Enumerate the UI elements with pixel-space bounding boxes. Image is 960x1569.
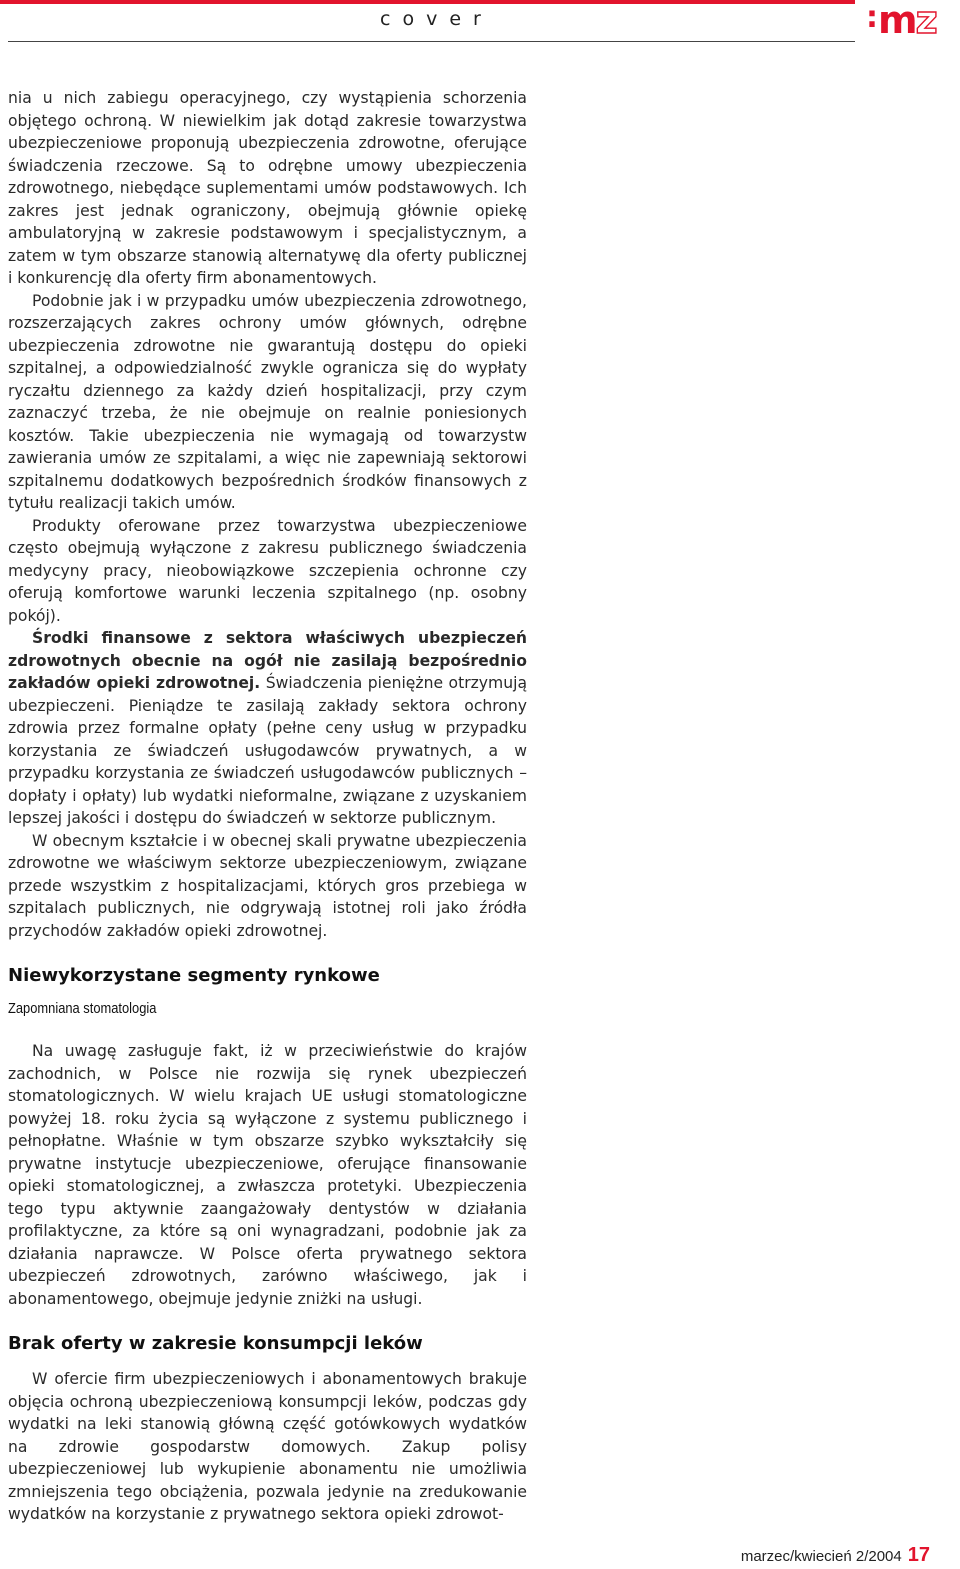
paragraph-7: W ofercie firm ubezpieczeniowych i abonamentowych brakuje objęcia ochroną ubezpieczeniową konsumpcji leków, podczas gdy wydatki na leki stanowią główną część gotówkowych wydatków na zdrowie gospodarstw domowych. Zakup polisy ubezpieczeniowej lub wykupienie abonamentu nie umożliwia zmniejszenia tego obciążenia, pozwala jedynie na zredukowanie wydatków na korzystanie z prywatnego sektora opieki zdrowot- [8,1370,527,1523]
section-label: cover [380,8,493,30]
issue-label: marzec/kwiecień 2/2004 [740,1548,902,1565]
paragraph-4 [8,627,527,830]
page-footer [741,1544,930,1567]
section-heading-segments: Niewykorzystane segmenty rynkowe [8,965,380,986]
section-heading-drugs: Brak oferty w zakresie konsumpcji leków [8,1333,423,1354]
paragraph-4-rest: Świadczenia pieniężne otrzymują ubezpieczeni. Pieniądze te zasilają zakłady sektora ochrony zdrowia przez formalne opłaty (pełne ceny usług w przypadku korzystania ze świadczeń usługodawców prywatnych, a w przypadku korzystania ze świadczeń usługodawców publicznych – dopłaty i opłaty) lub wydatki nieformalne, związane z uzyskaniem lepszej jakości i dostępu do świadczeń w sektorze publicznym. [8,674,527,827]
subheading-dental: Zapomniana stomatologia [8,1000,157,1017]
paragraph-3: Produkty oferowane przez towarzystwa ubezpieczeniowe często obejmują wyłączone z zakresu publicznego świadczenia medycyny pracy, nieobowiązkowe szczepienia ochronne czy oferują komfortowe warunki leczenia szpitalnego (np. osobny pokój). [8,516,527,625]
header-accent-bar [0,0,855,4]
magazine-logo: :mz [866,0,936,42]
page-number: 17 [907,1544,930,1566]
article-column [8,87,527,1526]
paragraph-5: W obecnym kształcie i w obecnej skali prywatne ubezpieczenia zdrowotne we właściwym sektorze ubezpieczeniowym, związane przede wszystkim z hospitalizacjami, których gros przebiega w szpitalach publicznych, nie odgrywają istotnej roli jako źródła przychodów zakładów opieki zdrowotnej. [8,831,527,940]
header-rule [8,41,855,42]
paragraph-2: Podobnie jak i w przypadku umów ubezpieczenia zdrowotnego, rozszerzających zakres ochrony umów głównych, odrębne ubezpieczenia zdrowotne nie gwarantują dostępu do opieki szpitalnej, a odpowiedzialność zwykle ogranicza się do wypłaty ryczałtu dziennego za każdy dzień hospitalizacji, przy czym zaznaczyć trzeba, że nie obejmuje on realnie poniesionych kosztów. Takie ubezpieczenia nie wymagają od towarzystw zawierania umów ze szpitalami, a więc nie zapewniają sektorowi szpitalnemu dodatkowych bezpośrednich środków finansowych z tytułu realizacji takich umów. [8,291,527,512]
paragraph-1: nia u nich zabiegu operacyjnego, czy wystąpienia schorzenia objętego ochroną. W niewielkim jak dotąd zakresie towarzystwa ubezpieczeniowe proponują ubezpieczenia zdrowotne, oferujące świadczenia rzeczowe. Są to odrębne umowy ubezpieczenia zdrowotnego, niebędące suplementami umów podstawowych. Ich zakres jest jednak ograniczony, obejmują głównie opiekę ambulatoryjną w zakresie podstawowym i specjalistycznym, a zatem w tym obszarze stanowią alternatywę dla oferty publicznej i konkurencję dla oferty firm abonamentowych. [8,89,527,287]
paragraph-6: Na uwagę zasługuje fakt, iż w przeciwieństwie do krajów zachodnich, w Polsce nie rozwija się rynek ubezpieczeń stomatologicznych. W wielu krajach UE usługi stomatologiczne powyżej 18. roku życia są wyłączone z systemu publicznego i pełnopłatne. Właśnie w tym obszarze szybko wykształciły się prywatne instytucje ubezpieczeniowe, oferujące finansowanie opieki stomatologicznej, a zwłaszcza protetyki. Ubezpieczenia tego typu aktywnie zaangażowały dentystów w działania profilaktyczne, za które są oni wynagradzani, podobnie jak za działania naprawcze. W Polsce oferta prywatnego sektora ubezpieczeń zdrowotnych, zarówno właściwego, jak i abonamentowego, obejmuje jedynie zniżki na usługi. [8,1042,527,1308]
paragraph-4-bold: Środki finansowe z sektora właściwych ubezpieczeń zdrowotnych obecnie na ogół nie zasilają bezpośrednio zakładów opieki zdrowotnej. [8,629,527,692]
